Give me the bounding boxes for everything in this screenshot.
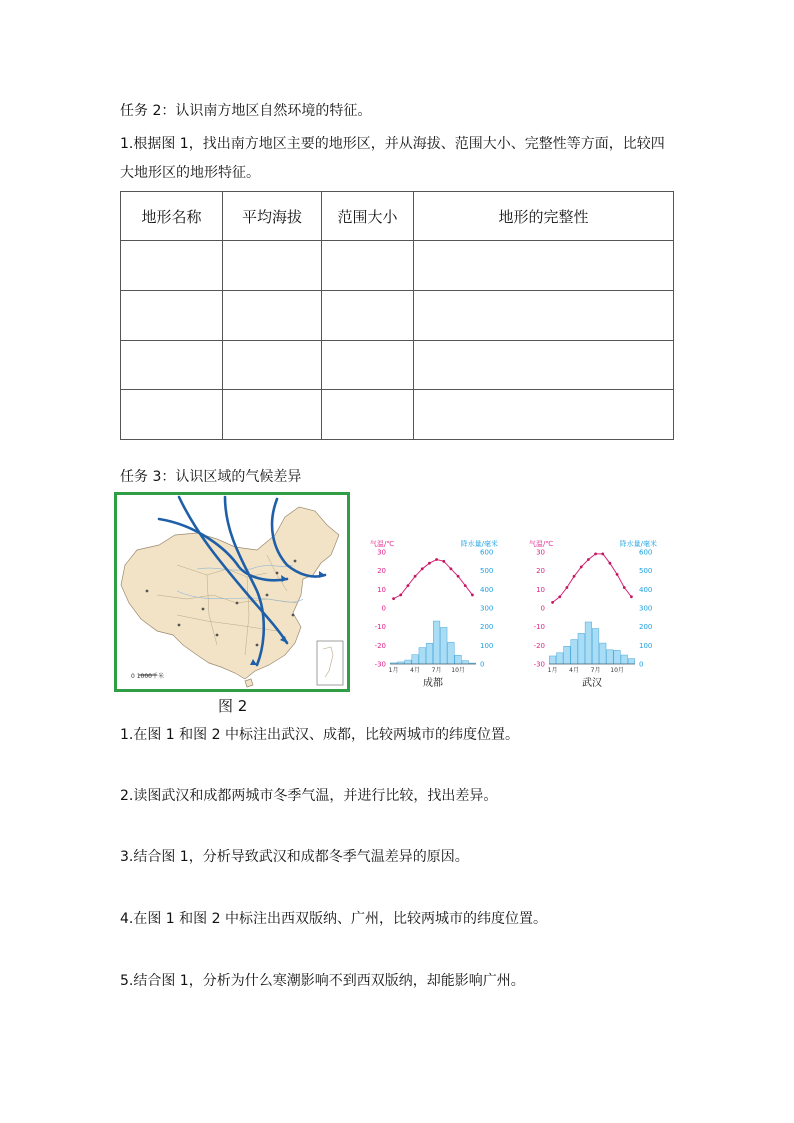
- temperature-point: [601, 552, 604, 555]
- climate-chart-chengdu: [368, 538, 498, 693]
- precipitation-bar: [412, 655, 419, 664]
- temperature-axis-label: 气温/℃: [370, 540, 395, 548]
- table-cell[interactable]: [223, 291, 322, 341]
- table-cell[interactable]: [121, 241, 223, 291]
- question-2: 2.读图武汉和成都两城市冬季气温，并进行比较，找出差异。: [120, 788, 498, 804]
- scale-bar-label: 0 1000千米: [131, 673, 164, 680]
- temperature-tick-label: 10: [536, 585, 545, 594]
- temperature-point: [407, 584, 410, 587]
- header-terrain-integrity: 地形的完整性: [414, 192, 674, 241]
- temperature-point: [442, 560, 445, 563]
- table-cell[interactable]: [414, 341, 674, 390]
- precipitation-bar: [397, 662, 404, 664]
- table-cell[interactable]: [322, 241, 414, 291]
- temperature-point: [558, 595, 561, 598]
- temperature-point: [551, 601, 554, 604]
- header-average-altitude: 平均海拔: [223, 192, 322, 241]
- precipitation-axis-label: 降水量/毫米: [619, 540, 657, 548]
- precipitation-tick-label: 200: [639, 623, 653, 632]
- temperature-curve: [394, 560, 473, 599]
- temperature-point: [616, 573, 619, 576]
- table-row: [121, 241, 674, 291]
- precipitation-bar: [621, 655, 628, 664]
- chart-city-title: 武汉: [582, 678, 602, 689]
- temperature-tick-label: -20: [533, 641, 545, 650]
- temperature-point: [435, 558, 438, 561]
- table-cell[interactable]: [223, 341, 322, 390]
- table-row: [121, 291, 674, 341]
- precipitation-bar: [585, 622, 592, 664]
- temperature-point: [450, 567, 453, 570]
- precipitation-tick-label: 600: [639, 548, 653, 557]
- temperature-point: [594, 552, 597, 555]
- temperature-curve: [553, 554, 632, 603]
- precipitation-tick-label: 100: [639, 641, 653, 650]
- table-header-row: [121, 192, 674, 241]
- header-terrain-name: 地形名称: [121, 192, 223, 241]
- precipitation-bar: [614, 650, 621, 664]
- south-china-sea-inset: [317, 641, 343, 685]
- precipitation-tick-label: 300: [639, 604, 653, 613]
- temperature-tick-label: 20: [536, 567, 545, 576]
- table-row: [121, 390, 674, 440]
- climate-chart-chengdu-svg: [368, 538, 498, 693]
- table-cell[interactable]: [121, 291, 223, 341]
- task2-question1-line1: 1.根据图 1，找出南方地区主要的地形区，并从海拔、范围大小、完整性等方面，比较四: [120, 136, 665, 152]
- climate-chart-wuhan-svg: [527, 538, 657, 693]
- temperature-tick-label: 10: [377, 585, 386, 594]
- temperature-point: [464, 584, 467, 587]
- temperature-point: [428, 562, 431, 565]
- question-4: 4.在图 1 和图 2 中标注出西双版纳、广州，比较两城市的纬度位置。: [120, 911, 547, 927]
- month-tick-label: 10月: [451, 667, 465, 674]
- table-cell[interactable]: [322, 390, 414, 440]
- hainan-island: [245, 679, 253, 687]
- precipitation-bar: [578, 633, 585, 664]
- precipitation-tick-label: 0: [480, 660, 485, 669]
- temperature-point: [623, 586, 626, 589]
- precipitation-bar: [599, 643, 606, 664]
- temperature-point: [573, 575, 576, 578]
- climate-chart-wuhan: [527, 538, 657, 693]
- precipitation-tick-label: 500: [639, 567, 653, 576]
- table-cell[interactable]: [322, 341, 414, 390]
- month-tick-label: 10月: [610, 667, 624, 674]
- table-cell[interactable]: [223, 390, 322, 440]
- table-cell[interactable]: [121, 390, 223, 440]
- temperature-tick-label: 30: [536, 548, 545, 557]
- precipitation-tick-label: 600: [480, 548, 494, 557]
- precipitation-bar: [462, 661, 469, 664]
- precipitation-bar: [405, 660, 412, 664]
- temperature-tick-label: -20: [374, 641, 386, 650]
- chart-city-title: 成都: [423, 678, 443, 689]
- task2-question1-line2: 大地形区的地形特征。: [120, 165, 260, 181]
- temperature-point: [609, 562, 612, 565]
- month-tick-label: 4月: [569, 667, 579, 674]
- temperature-point: [566, 586, 569, 589]
- table-cell[interactable]: [223, 241, 322, 291]
- temperature-point: [587, 558, 590, 561]
- temperature-point: [630, 595, 633, 598]
- precipitation-bar: [556, 653, 563, 664]
- table-cell[interactable]: [414, 241, 674, 291]
- precipitation-tick-label: 500: [480, 567, 494, 576]
- precipitation-bar: [419, 648, 426, 664]
- temperature-point: [414, 575, 417, 578]
- month-tick-label: 7月: [590, 667, 601, 674]
- temperature-tick-label: -30: [374, 660, 386, 669]
- temperature-tick-label: 0: [540, 604, 545, 613]
- precipitation-bar: [592, 629, 599, 664]
- precipitation-bar: [564, 646, 571, 664]
- precipitation-tick-label: 300: [480, 604, 494, 613]
- temperature-tick-label: 0: [381, 604, 386, 613]
- header-area-size: 范围大小: [322, 192, 414, 241]
- month-tick-label: 1月: [547, 667, 558, 674]
- question-3: 3.结合图 1，分析导致武汉和成都冬季气温差异的原因。: [120, 849, 469, 865]
- precipitation-bar: [549, 656, 556, 664]
- precipitation-bar: [426, 643, 433, 664]
- temperature-tick-label: 30: [377, 548, 386, 557]
- temperature-point: [471, 594, 474, 597]
- question-1: 1.在图 1 和图 2 中标注出武汉、成都，比较两城市的纬度位置。: [120, 727, 519, 743]
- precipitation-tick-label: 100: [480, 641, 494, 650]
- cold-wave-map: [114, 492, 350, 692]
- figure-caption: 图 2: [218, 697, 248, 715]
- month-tick-label: 7月: [431, 667, 442, 674]
- temperature-point: [421, 567, 424, 570]
- temperature-point: [399, 594, 402, 597]
- temperature-axis-label: 气温/℃: [529, 540, 554, 548]
- temperature-tick-label: -10: [533, 623, 545, 632]
- table-cell[interactable]: [414, 291, 674, 341]
- terrain-comparison-table: [120, 191, 674, 440]
- temperature-point: [392, 597, 395, 600]
- precipitation-bar: [455, 655, 462, 664]
- table-cell[interactable]: [121, 341, 223, 390]
- task3-heading: 任务 3：认识区域的气候差异: [120, 469, 302, 485]
- temperature-point: [580, 566, 583, 569]
- precipitation-tick-label: 400: [480, 585, 494, 594]
- month-tick-label: 4月: [410, 667, 420, 674]
- table-cell[interactable]: [414, 390, 674, 440]
- precipitation-tick-label: 200: [480, 623, 494, 632]
- precipitation-tick-label: 400: [639, 585, 653, 594]
- table-row: [121, 341, 674, 390]
- precipitation-bar: [607, 650, 614, 664]
- precipitation-bar: [440, 627, 447, 664]
- temperature-tick-label: -30: [533, 660, 545, 669]
- precipitation-tick-label: 0: [639, 660, 644, 669]
- temperature-point: [457, 575, 460, 578]
- precipitation-bar: [628, 659, 635, 664]
- task2-heading: 任务 2：认识南方地区自然环境的特征。: [120, 103, 372, 119]
- month-tick-label: 1月: [388, 667, 399, 674]
- question-5: 5.结合图 1，分析为什么寒潮影响不到西双版纳，却能影响广州。: [120, 973, 525, 989]
- precipitation-bar: [571, 640, 578, 664]
- temperature-tick-label: -10: [374, 623, 386, 632]
- precipitation-axis-label: 降水量/毫米: [460, 540, 498, 548]
- temperature-tick-label: 20: [377, 567, 386, 576]
- precipitation-bar: [448, 642, 455, 664]
- table-cell[interactable]: [322, 291, 414, 341]
- precipitation-bar: [433, 621, 440, 664]
